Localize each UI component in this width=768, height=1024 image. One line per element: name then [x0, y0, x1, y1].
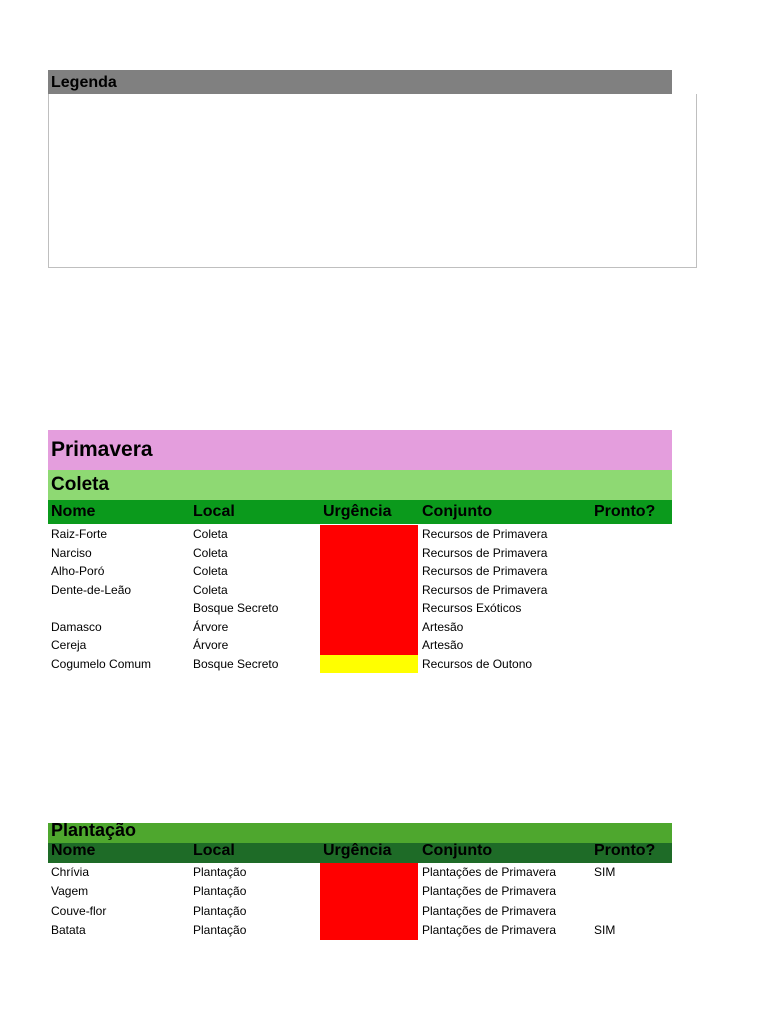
local-cell: Bosque Secreto [193, 656, 279, 671]
conjunto-cell: Plantações de Primavera [422, 903, 557, 918]
nome-cell: Raiz-Forte [51, 527, 108, 541]
local-cell: Plantação [193, 922, 247, 937]
nome-cell: Dente-de-Leão [51, 582, 132, 597]
nome-cell: Chrívia [51, 865, 90, 879]
table-row [48, 581, 672, 600]
local-cell: Plantação [193, 865, 247, 879]
legend-header: Legenda [48, 70, 672, 94]
pronto-cell: SIM [594, 922, 616, 937]
nome-cell: Alho-Poró [51, 564, 105, 578]
conjunto-cell: Recursos de Primavera [422, 545, 548, 560]
header-conjunto: Conjunto [422, 842, 493, 859]
table-row [48, 562, 672, 581]
urgencia-cell [320, 562, 418, 581]
conjunto-cell: Recursos Exóticos [422, 601, 522, 615]
local-cell: Coleta [193, 545, 228, 560]
table-row [48, 525, 672, 544]
local-cell: Coleta [193, 527, 228, 541]
header-conjunto: Conjunto [422, 503, 493, 520]
coleta-table [48, 525, 672, 673]
conjunto-cell: Recursos de Outono [422, 656, 533, 671]
coleta-section-title: Coleta [48, 470, 672, 500]
nome-cell: Batata [51, 922, 86, 937]
table-row [48, 882, 672, 901]
urgencia-cell [320, 599, 418, 618]
conjunto-cell: Recursos de Primavera [422, 527, 548, 541]
urgencia-cell [320, 863, 418, 882]
local-cell: Plantação [193, 884, 247, 899]
conjunto-cell: Recursos de Primavera [422, 564, 548, 578]
table-row [48, 921, 672, 940]
header-local: Local [193, 842, 235, 859]
local-cell: Bosque Secreto [193, 601, 279, 615]
table-row [48, 655, 672, 674]
nome-cell: Cereja [51, 638, 87, 652]
urgencia-cell [320, 655, 418, 674]
urgencia-cell [320, 921, 418, 940]
table-row [48, 544, 672, 563]
plantacao-section-title: Plantação [48, 823, 672, 843]
nome-cell: Vagem [51, 884, 89, 899]
conjunto-cell: Recursos de Primavera [422, 582, 548, 597]
pronto-cell: SIM [594, 865, 616, 879]
conjunto-cell: Artesão [422, 638, 464, 652]
header-nome: Nome [51, 842, 96, 859]
table-row [48, 902, 672, 921]
nome-cell: Narciso [51, 545, 92, 560]
table-row [48, 636, 672, 655]
header-nome: Nome [51, 503, 96, 520]
local-cell: Plantação [193, 903, 247, 918]
urgencia-cell [320, 882, 418, 901]
conjunto-cell: Plantações de Primavera [422, 922, 557, 937]
urgencia-cell [320, 581, 418, 600]
plantacao-table [48, 863, 672, 940]
urgencia-cell [320, 618, 418, 637]
local-cell: Coleta [193, 582, 228, 597]
nome-cell: Damasco [51, 619, 102, 634]
table-row [48, 863, 672, 882]
header-urgencia: Urgência [323, 503, 392, 520]
header-pronto: Pronto? [594, 842, 656, 859]
conjunto-cell: Plantações de Primavera [422, 865, 557, 879]
header-urgencia: Urgência [323, 842, 392, 859]
local-cell: Árvore [193, 638, 229, 652]
nome-cell: Couve-flor [51, 903, 107, 918]
table-row [48, 618, 672, 637]
urgencia-cell [320, 525, 418, 544]
conjunto-cell: Artesão [422, 619, 464, 634]
conjunto-cell: Plantações de Primavera [422, 884, 557, 899]
local-cell: Árvore [193, 619, 229, 634]
urgencia-cell [320, 636, 418, 655]
header-pronto: Pronto? [594, 503, 656, 520]
urgencia-cell [320, 902, 418, 921]
local-cell: Coleta [193, 564, 228, 578]
nome-cell: Cogumelo Comum [51, 656, 152, 671]
urgencia-cell [320, 544, 418, 563]
season-title: Primavera [48, 430, 672, 470]
table-row [48, 599, 672, 618]
header-local: Local [193, 503, 235, 520]
coleta-header-row [48, 500, 672, 524]
plantacao-header-row [48, 843, 672, 863]
legend-box [48, 94, 697, 268]
